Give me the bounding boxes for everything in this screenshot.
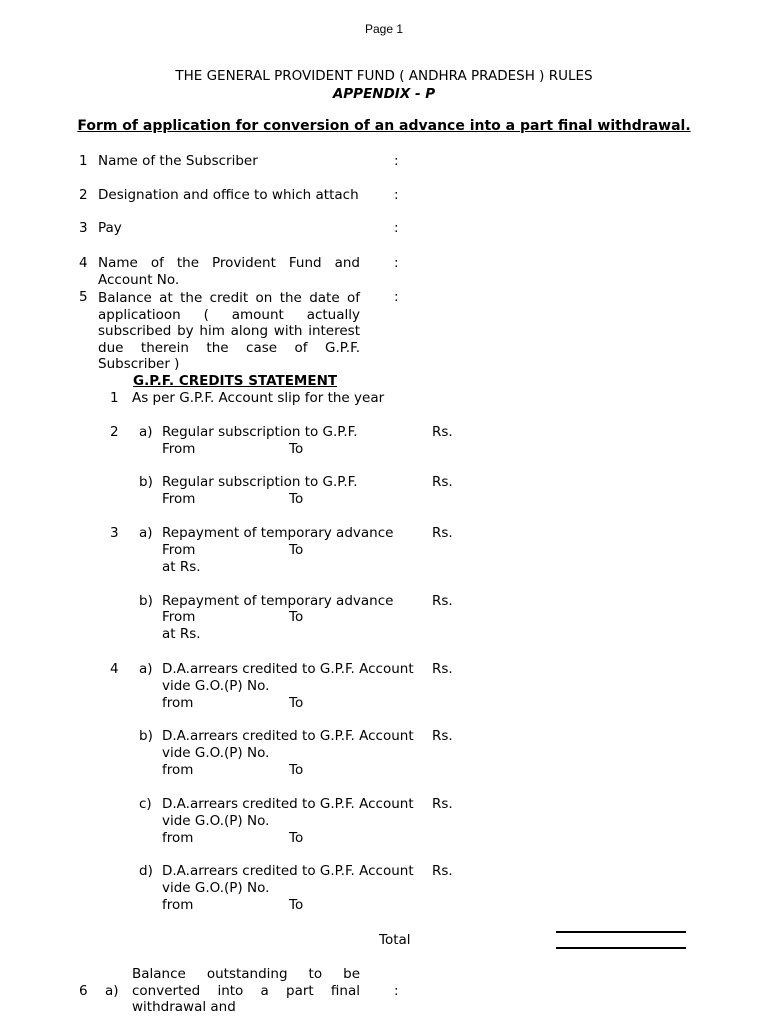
field-number: 2: [79, 187, 88, 203]
rs-label: Rs.: [432, 424, 453, 440]
sub-item-text: Regular subscription to G.P.F.: [162, 424, 358, 440]
to-label: To: [289, 897, 304, 913]
form-title: Form of application for conversion of an advance into a part final withdrawal.: [77, 118, 691, 134]
vide-label: vide G.O.(P) No.: [162, 678, 270, 694]
total-rule-bottom: [556, 947, 686, 949]
field-number: 3: [79, 220, 88, 236]
field-label-designation: Designation and office to which attach: [98, 187, 359, 203]
rs-label: Rs.: [432, 661, 453, 677]
sub-item-letter: a): [139, 661, 153, 677]
sub-item-letter: a): [105, 983, 119, 999]
statement-item-text: As per G.P.F. Account slip for the year: [132, 390, 385, 406]
field-separator: :: [394, 220, 399, 236]
to-label: To: [289, 762, 304, 778]
to-label: To: [289, 441, 304, 457]
statement-item-number: 1: [110, 390, 119, 406]
statement-item-number: 2: [110, 424, 119, 440]
field-number: 5: [79, 289, 88, 305]
vide-label: vide G.O.(P) No.: [162, 813, 270, 829]
field-separator: :: [394, 255, 399, 271]
sub-item-text: D.A.arrears credited to G.P.F. Account: [162, 796, 414, 812]
from-label: from: [162, 695, 194, 711]
statement-heading: G.P.F. CREDITS STATEMENT: [133, 373, 338, 389]
sub-item-letter: b): [139, 593, 153, 609]
page-number: Page 1: [364, 22, 404, 36]
at-rs-label: at Rs.: [162, 559, 201, 575]
from-label: From: [162, 491, 196, 507]
rs-label: Rs.: [432, 525, 453, 541]
to-label: To: [289, 609, 304, 625]
sub-item-text: D.A.arrears credited to G.P.F. Account: [162, 728, 414, 744]
total-rule-top: [556, 931, 686, 933]
rs-label: Rs.: [432, 474, 453, 490]
field-label-pay: Pay: [98, 220, 122, 236]
from-label: from: [162, 762, 194, 778]
field-label-balance: Balance at the credit on the date of applicatioon ( amount actually subscribed by him along with interest due therein the case of G.P.F. Subscriber ): [98, 290, 360, 372]
sub-item-letter: a): [139, 525, 153, 541]
rs-label: Rs.: [432, 796, 453, 812]
sub-item-letter: b): [139, 474, 153, 490]
at-rs-label: at Rs.: [162, 626, 201, 642]
sub-item-text: Regular subscription to G.P.F.: [162, 474, 358, 490]
sub-item-text: D.A.arrears credited to G.P.F. Account: [162, 863, 414, 879]
sub-item-letter: a): [139, 424, 153, 440]
total-label: Total: [379, 932, 411, 948]
statement-item-number: 4: [110, 661, 119, 677]
from-label: from: [162, 897, 194, 913]
from-label: from: [162, 830, 194, 846]
field-number: 6: [79, 983, 88, 999]
sub-item-text: D.A.arrears credited to G.P.F. Account: [162, 661, 414, 677]
sub-item-letter: d): [139, 863, 153, 879]
sub-item-letter: c): [139, 796, 152, 812]
rules-title: THE GENERAL PROVIDENT FUND ( ANDHRA PRADESH ) RULES: [175, 68, 593, 84]
to-label: To: [289, 695, 304, 711]
statement-item-number: 3: [110, 525, 119, 541]
from-label: From: [162, 542, 196, 558]
sub-item-letter: b): [139, 728, 153, 744]
from-label: From: [162, 609, 196, 625]
rs-label: Rs.: [432, 863, 453, 879]
field-label-subscriber-name: Name of the Subscriber: [98, 153, 258, 169]
vide-label: vide G.O.(P) No.: [162, 745, 270, 761]
from-label: From: [162, 441, 196, 457]
field-number: 1: [79, 153, 88, 169]
sub-item-text: Repayment of temporary advance: [162, 593, 394, 609]
appendix-label: APPENDIX - P: [332, 86, 436, 102]
field-number: 4: [79, 255, 88, 271]
to-label: To: [289, 830, 304, 846]
field-label-balance-outstanding: Balance outstanding to be converted into a part final withdrawal and: [132, 966, 360, 1015]
field-separator: :: [394, 983, 399, 999]
vide-label: vide G.O.(P) No.: [162, 880, 270, 896]
field-separator: :: [394, 153, 399, 169]
rs-label: Rs.: [432, 593, 453, 609]
field-separator: :: [394, 187, 399, 203]
field-label-provident-fund: Name of the Provident Fund and Account No.: [98, 255, 360, 288]
rs-label: Rs.: [432, 728, 453, 744]
sub-item-text: Repayment of temporary advance: [162, 525, 394, 541]
field-separator: :: [394, 289, 399, 305]
to-label: To: [289, 491, 304, 507]
to-label: To: [289, 542, 304, 558]
